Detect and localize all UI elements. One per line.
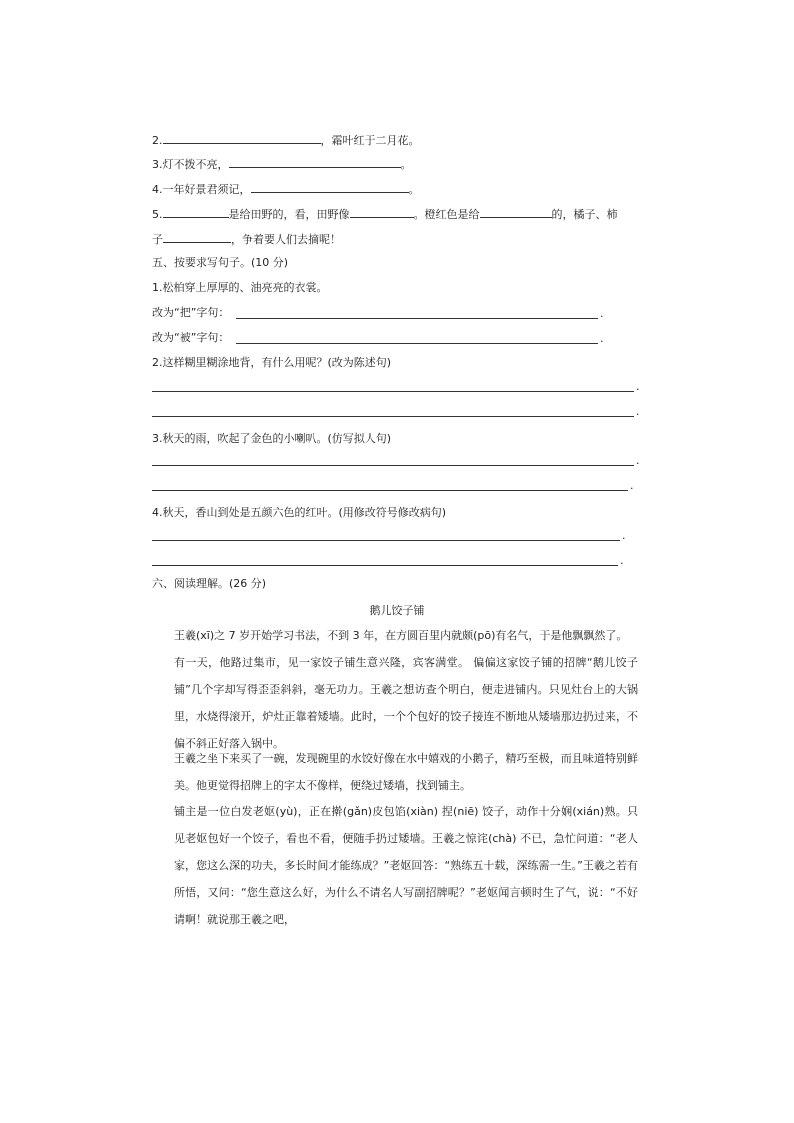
line-period: . <box>636 454 640 467</box>
q2-number: 2. <box>152 134 163 147</box>
q3-end: 。 <box>400 158 412 171</box>
answer-line[interactable] <box>152 565 618 566</box>
answer-line[interactable] <box>236 318 598 319</box>
answer-blank[interactable] <box>163 206 229 218</box>
s5-q1-ba-label: 改为“把”字句： <box>152 306 230 319</box>
fill-blank-q5-line1 <box>152 206 618 222</box>
paragraph-text: 铺主是一位白发老妪(yù)，正在擀(gǎn)皮包馅(xiàn) 捏(niē) 饺子，动作十分娴(xián)熟。只见老妪包好一个饺子，看也不看，便随手扔过矮墙。王羲之惊诧(chà) 不已，急忙问道：“老人家，您这么深的功夫，多长时间才能练成？”老妪回答：“熟练五十载，深练需一生。”王羲之若有所悟，又问：“您生意这么好，为什么不请名人写副招牌呢？”老妪闻言顿时生了气，说：“不好请啊！就说那王羲之吧， <box>174 805 638 926</box>
passage-paragraph-3 <box>152 745 638 799</box>
paragraph-text: 有一天，他路过集市，见一家饺子铺生意兴隆，宾客满堂。 偏偏这家饺子铺的招牌“鹅儿饺子铺”几个字却写得歪歪斜斜，毫无功力。王羲之想访查个明白，便走进铺内。只见灶台上的大锅里，水烧得滚开，炉灶正靠着矮墙。此时，一个个包好的饺子接连不断地从矮墙那边扔过来，不偏不斜正好落入锅中。 <box>174 656 638 750</box>
section5-heading: 五、按要求写句子。(10 分) <box>152 256 289 269</box>
line-period: . <box>620 554 624 567</box>
s5-q2-prompt: 2.这样糊里糊涂地背，有什么用呢？(改为陈述句) <box>152 356 392 369</box>
q5-text: ，争着要人们去摘呢！ <box>231 233 341 246</box>
answer-line[interactable] <box>152 490 628 491</box>
answer-blank[interactable] <box>229 156 401 168</box>
fill-blank-q3 <box>152 156 412 172</box>
fill-blank-q4 <box>152 181 420 197</box>
q5-number: 5. <box>152 208 163 221</box>
line-period: . <box>600 332 604 345</box>
answer-blank[interactable] <box>163 231 231 243</box>
q4-end: 。 <box>408 183 420 196</box>
s5-q1-prompt: 1.松柏穿上厚厚的、油亮亮的衣裳。 <box>152 281 328 294</box>
s5-q4-prompt: 4.秋天，香山到处是五颜六色的红叶。(用修改符号修改病句) <box>152 506 447 519</box>
answer-line[interactable] <box>152 391 634 392</box>
answer-line[interactable] <box>236 343 598 344</box>
passage-paragraph-4 <box>152 798 638 933</box>
q3-text: 3.灯不拨不亮， <box>152 158 229 171</box>
s5-q3-prompt: 3.秋天的雨，吹起了金色的小喇叭。(仿写拟人句) <box>152 432 392 445</box>
q5-text: 。橙红色是给 <box>413 208 480 221</box>
passage-paragraph-1 <box>152 622 638 649</box>
section6-heading: 六、阅读理解。(26 分) <box>152 577 267 590</box>
line-period: . <box>630 479 634 492</box>
line-period: . <box>636 380 640 393</box>
line-period: . <box>622 529 626 542</box>
q4-text: 4.一年好景君须记， <box>152 183 251 196</box>
line-period: . <box>600 307 604 320</box>
answer-blank[interactable] <box>350 206 414 218</box>
paragraph-text: 王羲之坐下来买了一碗，发现碗里的水饺好像在水中嬉戏的小鹅子，精巧至极，而且味道特别鲜美。他更觉得招牌上的字太不像样，便绕过矮墙，找到铺主。 <box>174 752 638 792</box>
answer-blank[interactable] <box>251 181 409 193</box>
answer-line[interactable] <box>152 416 634 417</box>
fill-blank-q2 <box>152 132 420 148</box>
q5-text: 是给田野的，看，田野像 <box>228 208 350 221</box>
s5-q1-bei-label: 改为“被”字句： <box>152 331 230 344</box>
passage-paragraph-2 <box>152 649 638 757</box>
q5-text: 的，橘子、柿 <box>551 208 618 221</box>
q5-text: 子 <box>152 233 163 246</box>
line-period: . <box>636 405 640 418</box>
answer-blank[interactable] <box>480 206 552 218</box>
answer-line[interactable] <box>152 540 620 541</box>
passage-title: 鹅儿饺子铺 <box>369 604 425 617</box>
fill-blank-q5-line2 <box>152 231 341 247</box>
answer-line[interactable] <box>152 465 634 466</box>
paragraph-text: 王羲(xī)之 7 岁开始学习书法，不到 3 年，在方圆百里内就颇(pō)有名气，于是他飘飘然了。 <box>174 629 628 642</box>
q2-text: ，霜叶红于二月花。 <box>320 134 420 147</box>
answer-blank[interactable] <box>163 132 321 144</box>
